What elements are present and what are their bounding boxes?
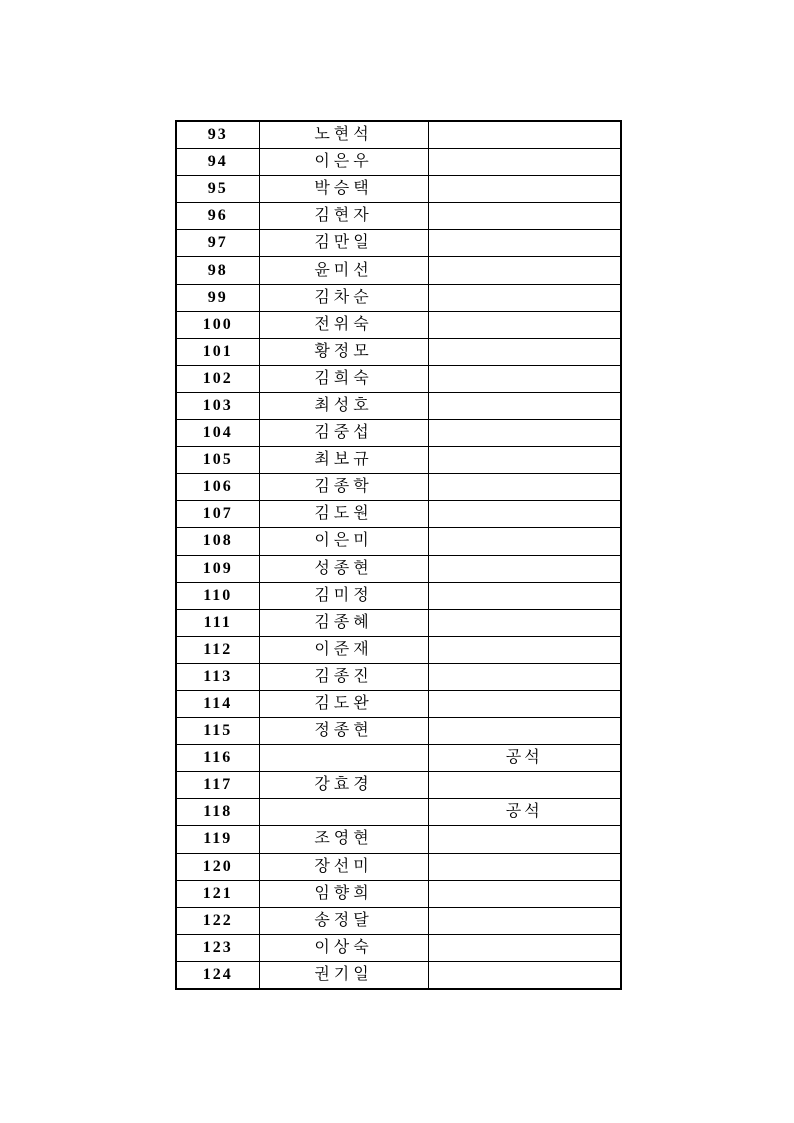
table-row <box>176 907 621 934</box>
cell-no: 110 <box>176 582 259 609</box>
cell-name: 김차순 <box>259 284 428 311</box>
table-row <box>176 447 621 474</box>
cell-name: 송정달 <box>259 907 428 934</box>
table-row <box>176 528 621 555</box>
cell-name: 조영현 <box>259 826 428 853</box>
cell-name: 권기일 <box>259 961 428 989</box>
table-row <box>176 853 621 880</box>
cell-name: 김도완 <box>259 690 428 717</box>
table-row <box>176 961 621 989</box>
cell-name: 노현석 <box>259 121 428 149</box>
table-row <box>176 880 621 907</box>
cell-no: 95 <box>176 176 259 203</box>
cell-note <box>428 907 621 934</box>
table-row <box>176 474 621 501</box>
table-row <box>176 420 621 447</box>
cell-note <box>428 176 621 203</box>
cell-note <box>428 826 621 853</box>
cell-name: 최보규 <box>259 447 428 474</box>
table-row <box>176 121 621 149</box>
table-row <box>176 203 621 230</box>
cell-note <box>428 636 621 663</box>
table-row <box>176 392 621 419</box>
cell-no: 100 <box>176 311 259 338</box>
cell-name: 김희숙 <box>259 365 428 392</box>
table-row <box>176 663 621 690</box>
cell-name: 김현자 <box>259 203 428 230</box>
roster-table-body <box>176 121 621 989</box>
table-row <box>176 257 621 284</box>
table-row <box>176 609 621 636</box>
cell-name: 김종혜 <box>259 609 428 636</box>
table-row <box>176 501 621 528</box>
cell-name: 전위숙 <box>259 311 428 338</box>
table-row <box>176 690 621 717</box>
cell-no: 98 <box>176 257 259 284</box>
cell-no: 107 <box>176 501 259 528</box>
cell-no: 119 <box>176 826 259 853</box>
cell-note <box>428 149 621 176</box>
cell-no: 103 <box>176 392 259 419</box>
cell-note <box>428 338 621 365</box>
table-row <box>176 176 621 203</box>
cell-no: 94 <box>176 149 259 176</box>
table-row <box>176 311 621 338</box>
table-row <box>176 934 621 961</box>
table-row <box>176 826 621 853</box>
cell-note: 공석 <box>428 799 621 826</box>
cell-note <box>428 690 621 717</box>
cell-no: 109 <box>176 555 259 582</box>
cell-no: 106 <box>176 474 259 501</box>
cell-note <box>428 447 621 474</box>
cell-name: 이준재 <box>259 636 428 663</box>
cell-no: 124 <box>176 961 259 989</box>
table-row <box>176 149 621 176</box>
cell-note <box>428 528 621 555</box>
cell-note <box>428 230 621 257</box>
cell-note <box>428 582 621 609</box>
cell-no: 102 <box>176 365 259 392</box>
cell-name: 박승택 <box>259 176 428 203</box>
cell-no: 112 <box>176 636 259 663</box>
table-row <box>176 338 621 365</box>
cell-note <box>428 203 621 230</box>
cell-no: 111 <box>176 609 259 636</box>
cell-name: 이상숙 <box>259 934 428 961</box>
cell-no: 117 <box>176 772 259 799</box>
cell-note <box>428 257 621 284</box>
cell-note <box>428 853 621 880</box>
cell-name: 이은미 <box>259 528 428 555</box>
cell-name: 성종현 <box>259 555 428 582</box>
cell-no: 104 <box>176 420 259 447</box>
cell-no: 97 <box>176 230 259 257</box>
table-row <box>176 230 621 257</box>
cell-name: 김중섭 <box>259 420 428 447</box>
table-row <box>176 365 621 392</box>
cell-note <box>428 392 621 419</box>
table-row <box>176 745 621 772</box>
cell-note <box>428 772 621 799</box>
cell-note <box>428 420 621 447</box>
cell-note <box>428 718 621 745</box>
cell-no: 123 <box>176 934 259 961</box>
cell-no: 96 <box>176 203 259 230</box>
cell-name <box>259 745 428 772</box>
cell-no: 121 <box>176 880 259 907</box>
table-row <box>176 718 621 745</box>
cell-no: 93 <box>176 121 259 149</box>
cell-name: 정종현 <box>259 718 428 745</box>
cell-name <box>259 799 428 826</box>
cell-note <box>428 121 621 149</box>
table-row <box>176 555 621 582</box>
cell-no: 118 <box>176 799 259 826</box>
cell-note <box>428 555 621 582</box>
cell-no: 115 <box>176 718 259 745</box>
cell-name: 장선미 <box>259 853 428 880</box>
cell-no: 113 <box>176 663 259 690</box>
cell-name: 강효경 <box>259 772 428 799</box>
cell-name: 임향희 <box>259 880 428 907</box>
table-row <box>176 284 621 311</box>
cell-no: 99 <box>176 284 259 311</box>
cell-name: 윤미선 <box>259 257 428 284</box>
cell-note <box>428 934 621 961</box>
cell-no: 101 <box>176 338 259 365</box>
cell-name: 김미정 <box>259 582 428 609</box>
cell-no: 114 <box>176 690 259 717</box>
cell-name: 최성호 <box>259 392 428 419</box>
cell-note <box>428 474 621 501</box>
cell-no: 120 <box>176 853 259 880</box>
cell-name: 김도원 <box>259 501 428 528</box>
cell-name: 김종진 <box>259 663 428 690</box>
cell-no: 105 <box>176 447 259 474</box>
cell-name: 황정모 <box>259 338 428 365</box>
cell-note <box>428 365 621 392</box>
cell-no: 122 <box>176 907 259 934</box>
table-row <box>176 799 621 826</box>
cell-note <box>428 501 621 528</box>
roster-table <box>175 120 622 990</box>
cell-note <box>428 961 621 989</box>
cell-name: 김만일 <box>259 230 428 257</box>
cell-note <box>428 311 621 338</box>
cell-note <box>428 880 621 907</box>
cell-name: 김종학 <box>259 474 428 501</box>
table-row <box>176 636 621 663</box>
table-row <box>176 772 621 799</box>
cell-name: 이은우 <box>259 149 428 176</box>
cell-no: 108 <box>176 528 259 555</box>
cell-no: 116 <box>176 745 259 772</box>
cell-note <box>428 284 621 311</box>
cell-note: 공석 <box>428 745 621 772</box>
cell-note <box>428 663 621 690</box>
cell-note <box>428 609 621 636</box>
table-row <box>176 582 621 609</box>
